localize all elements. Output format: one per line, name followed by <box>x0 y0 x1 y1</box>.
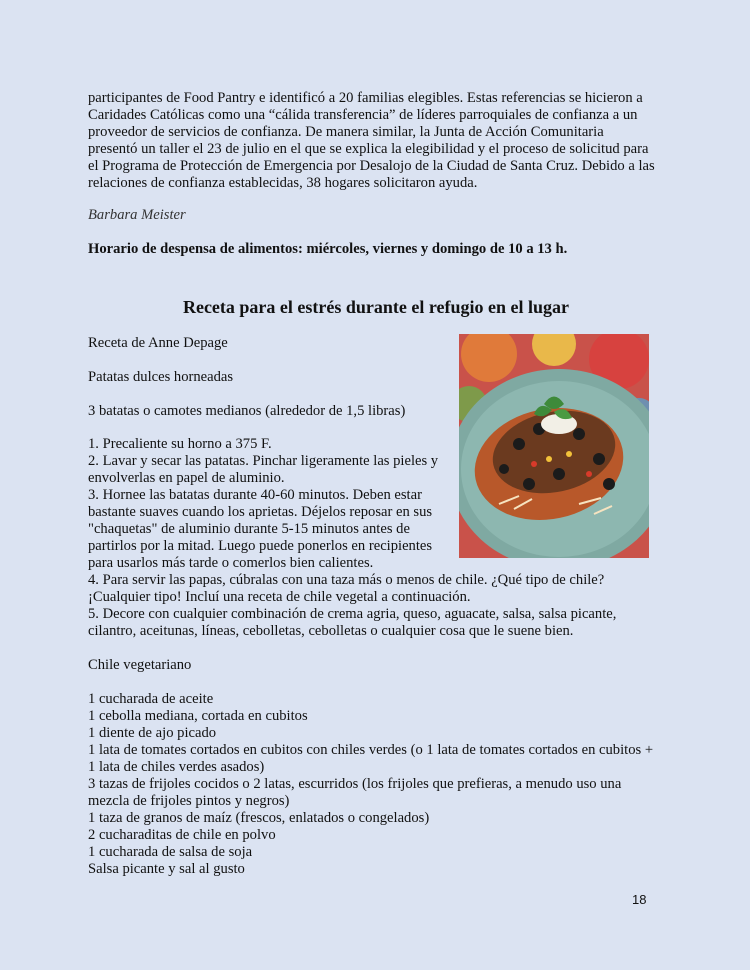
chili-ingredient: 3 tazas de frijoles cocidos o 2 latas, escurridos (los frijoles que prefieras, a menudo uso una <box>88 776 622 792</box>
step-line: 2. Lavar y secar las patatas. Pinchar ligeramente las pieles y <box>88 453 439 469</box>
chili-ingredient: 1 diente de ajo picado <box>88 725 217 741</box>
chili-ingredient: mezcla de frijoles pintos y negros) <box>88 793 290 809</box>
step-line: bastante suaves cuando los aprietas. Déjelos reposar en sus <box>88 504 433 520</box>
recipe-title: Receta para el estrés durante el refugio en el lugar <box>182 297 570 317</box>
chili-ingredient: 1 lata de tomates cortados en cubitos con chiles verdes (o 1 lata de tomates cortados en cubitos + <box>88 742 654 758</box>
chili-ingredient: 1 taza de granos de maíz (frescos, enlatados o congelados) <box>88 810 430 826</box>
chili-ingredients <box>88 691 668 878</box>
step-line: 3. Hornee las batatas durante 40-60 minutos. Deben estar <box>88 487 422 503</box>
step-line: partirlos por la mitad. Luego puede ponerlos en recipientes <box>88 538 433 554</box>
page-number: 18 <box>632 892 647 907</box>
chili-ingredient: 1 lata de chiles verdes asados) <box>88 759 265 775</box>
chili-title: Chile vegetariano <box>88 657 192 673</box>
intro-line: el Programa de Protección de Emergencia por Desalojo de la Ciudad de Santa Cruz. Debido a las <box>88 158 655 174</box>
recipe-author: Receta de Anne Depage <box>88 335 228 351</box>
step-line: cilantro, aceitunas, líneas, cebolletas, cebolletas o cualquier cosa que le suene bien. <box>88 623 574 639</box>
step-line: "chaquetas" de aluminio durante 5-15 minutos antes de <box>88 521 410 537</box>
step-line: 1. Precaliente su horno a 375 F. <box>88 436 272 452</box>
ingredient-line: 3 batatas o camotes medianos (alrededor de 1,5 libras) <box>88 403 406 419</box>
step-line: 4. Para servir las papas, cúbralas con una taza más o menos de chile. ¿Qué tipo de chile? <box>88 572 605 588</box>
step-line: 5. Decore con cualquier combinación de crema agria, queso, aguacate, salsa, salsa picante, <box>88 606 617 622</box>
signature: Barbara Meister <box>88 207 186 223</box>
step-line: para usarlos más tarde o comerlos bien calientes. <box>88 555 374 571</box>
intro-line: presentó un taller el 23 de julio en el que se explica la elegibilidad y el proceso de solicitud para <box>88 141 649 157</box>
step-line: ¡Cualquier tipo! Incluí una receta de chile vegetal a continuación. <box>88 589 471 605</box>
steps-full <box>88 572 668 640</box>
intro-line: Caridades Católicas como una “cálida transferencia” de líderes parroquiales de confianza a un <box>88 107 638 123</box>
pantry-hours: Horario de despensa de alimentos: miércoles, viernes y domingo de 10 a 13 h. <box>88 241 568 257</box>
sweet-potato-photo <box>459 334 649 558</box>
chili-ingredient: 1 cebolla mediana, cortada en cubitos <box>88 708 308 724</box>
chili-ingredient: 1 cucharada de aceite <box>88 691 214 707</box>
intro-paragraph <box>88 90 668 192</box>
intro-line: participantes de Food Pantry e identificó a 20 familias elegibles. Estas referencias se hicieron a <box>88 90 643 106</box>
step-line: envolverlas en papel de aluminio. <box>88 470 285 486</box>
chili-ingredient: 1 cucharada de salsa de soja <box>88 844 253 860</box>
dish-name: Patatas dulces horneadas <box>88 369 234 385</box>
chili-ingredient: Salsa picante y sal al gusto <box>88 861 245 877</box>
intro-line: proveedor de servicios de confianza. De manera similar, la Junta de Acción Comunitaria <box>88 124 604 140</box>
intro-line: relaciones de confianza establecidas, 38 hogares solicitaron ayuda. <box>88 175 478 191</box>
chili-ingredient: 2 cucharaditas de chile en polvo <box>88 827 276 843</box>
